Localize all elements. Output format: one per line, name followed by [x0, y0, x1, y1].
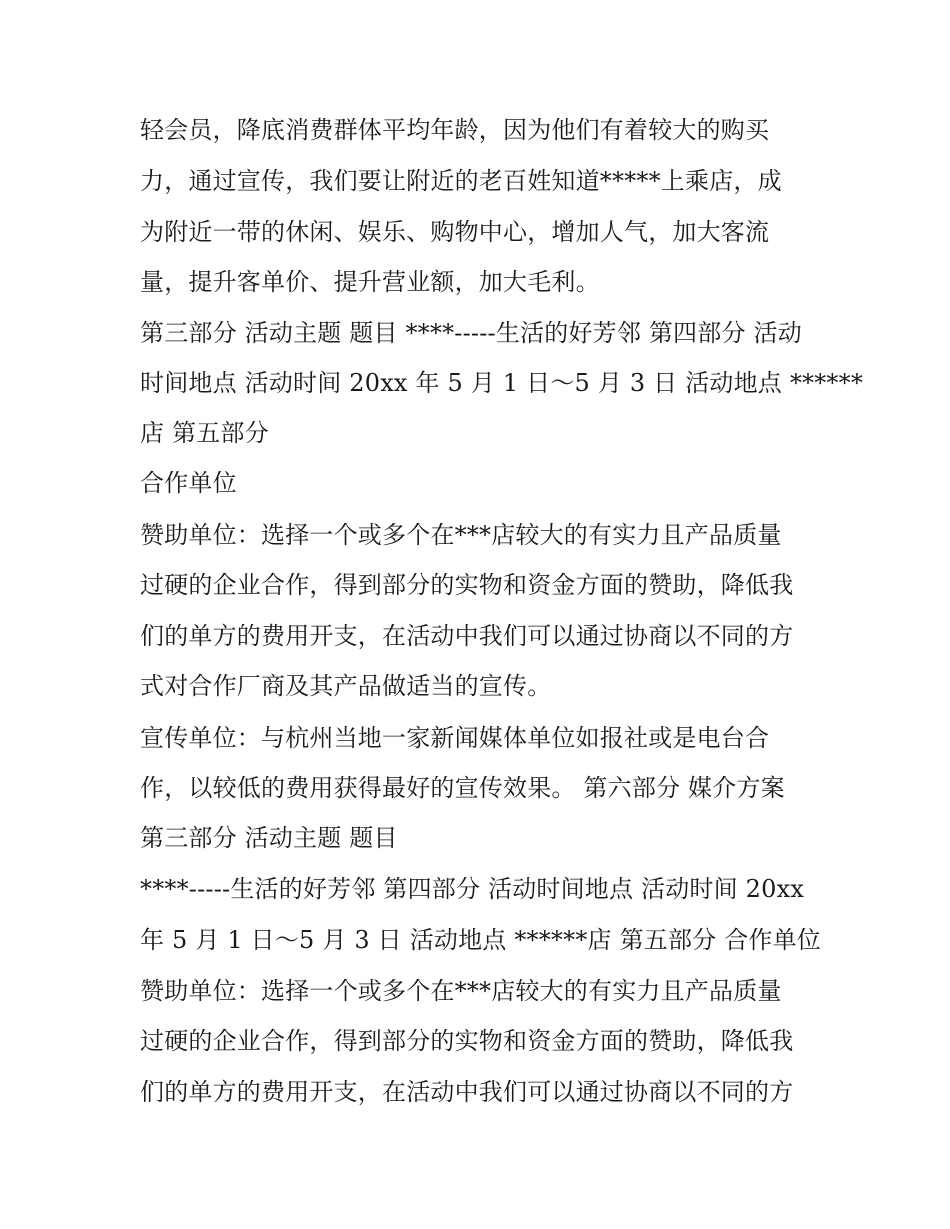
text-line: 量，提升客单价、提升营业额，加大毛利。	[140, 268, 600, 296]
text-line: 式对合作厂商及其产品做适当的宣传。	[140, 672, 552, 700]
text-line: 为附近一带的休闲、娱乐、购物中心，增加人气，加大客流	[140, 218, 770, 246]
text-line: ****-----生活的好芳邻 第四部分 活动时间地点 活动时间 20xx	[140, 875, 805, 903]
text-line: 轻会员，降底消费群体平均年龄，因为他们有着较大的购买	[140, 116, 770, 144]
text-line: 宣传单位：与杭州当地一家新闻媒体单位如报社或是电台合	[140, 724, 770, 752]
text-line: 第三部分 活动主题 题目 ****-----生活的好芳邻 第四部分 活动	[140, 319, 802, 347]
text-line: 们的单方的费用开支，在活动中我们可以通过协商以不同的方	[140, 1078, 794, 1106]
text-line: 赞助单位：选择一个或多个在***店较大的有实力且产品质量	[140, 521, 782, 549]
text-line: 店 第五部分	[140, 419, 269, 447]
text-line: 赞助单位：选择一个或多个在***店较大的有实力且产品质量	[140, 977, 782, 1005]
text-line: 时间地点 活动时间 20xx 年 5 月 1 日～5 月 3 日 活动地点 ******	[140, 369, 864, 397]
text-line: 作，以较低的费用获得最好的宣传效果。 第六部分 媒介方案	[140, 774, 785, 802]
section-heading: 合作单位	[140, 469, 237, 497]
text-line: 第三部分 活动主题 题目	[140, 824, 398, 852]
text-line: 力，通过宣传，我们要让附近的老百姓知道*****上乘店，成	[140, 167, 782, 195]
text-line: 年 5 月 1 日～5 月 3 日 活动地点 ******店 第五部分 合作单位	[140, 926, 821, 954]
text-line: 们的单方的费用开支，在活动中我们可以通过协商以不同的方	[140, 622, 794, 650]
text-line: 过硬的企业合作，得到部分的实物和资金方面的赞助，降低我	[140, 571, 794, 599]
text-line: 过硬的企业合作，得到部分的实物和资金方面的赞助，降低我	[140, 1027, 794, 1055]
